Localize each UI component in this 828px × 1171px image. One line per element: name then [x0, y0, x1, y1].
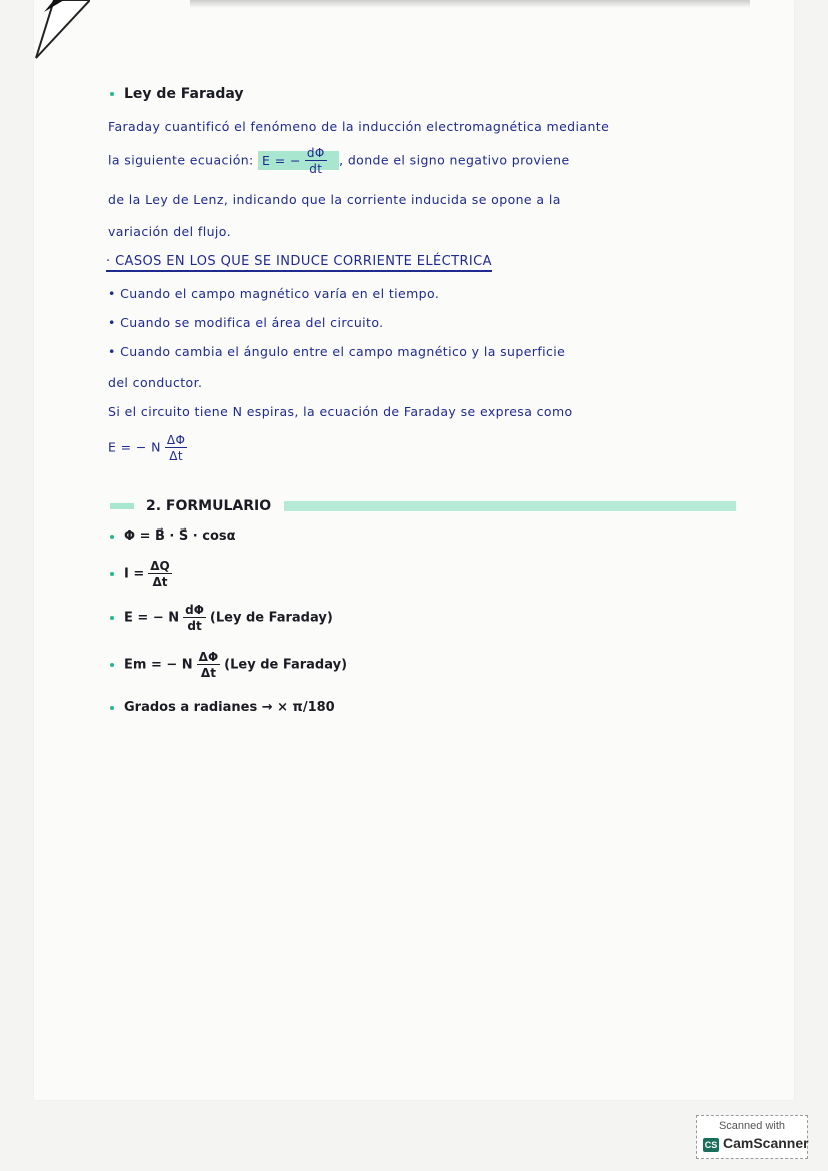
paragraph-line-3: de la Ley de Lenz, indicando que la corriente inducida se opone a la [108, 192, 561, 207]
formula-faraday-delta-note: (Ley de Faraday) [224, 657, 348, 673]
section-title-text: Ley de Faraday [124, 86, 244, 102]
casos-item-2: • Cuando se modifica el área del circuito. [108, 315, 384, 330]
formula-flux [110, 529, 236, 544]
watermark-brand: CamScanner [723, 1135, 809, 1151]
casos-item-3-line-2: del conductor. [108, 375, 203, 390]
espiras-eq-numerator: ΔΦ [166, 433, 186, 447]
casos-item-3-line-1: • Cuando cambia el ángulo entre el campo magnético y la superficie [108, 344, 566, 359]
paragraph-line-2 [108, 147, 570, 175]
formula-current-fraction [148, 560, 172, 588]
formula-faraday-d-lhs: E = − N [124, 610, 180, 626]
faraday-eq-denominator: dt [309, 162, 323, 176]
formulario-highlight-left [110, 503, 134, 509]
formula-bullet [110, 616, 114, 620]
formula-faraday-delta-denominator: Δt [200, 666, 216, 680]
paragraph-line-1: Faraday cuantificó el fenómeno de la inducción electromagnética mediante [108, 119, 610, 134]
faraday-eq-fraction [305, 147, 327, 175]
casos-title: · CASOS EN LOS QUE SE INDUCE CORRIENTE ELÉCTRICA [106, 254, 492, 272]
formula-degrees-radians-text: Grados a radianes → × π/180 [124, 700, 335, 715]
formula-faraday-d-fraction [183, 604, 206, 632]
formula-bullet [110, 663, 114, 667]
formula-faraday-d [110, 604, 333, 632]
casos-item-1: • Cuando el campo magnético varía en el tiempo. [108, 286, 440, 301]
formula-faraday-delta-numerator: ΔΦ [198, 650, 219, 664]
formula-faraday-delta [110, 651, 347, 679]
formula-faraday-delta-lhs: Em = − N [124, 657, 193, 673]
faraday-eq-numerator: dΦ [306, 146, 325, 160]
formula-faraday-delta-fraction [197, 651, 221, 679]
formula-bullet [110, 535, 114, 539]
formulario-highlight-bar [284, 501, 736, 511]
formula-faraday-d-note: (Ley de Faraday) [209, 610, 333, 626]
formula-current-denominator: Δt [152, 575, 168, 589]
espiras-equation [108, 434, 191, 462]
faraday-equation-highlight [258, 146, 339, 176]
scan-top-edge [190, 0, 750, 8]
camscanner-watermark [696, 1115, 808, 1159]
paragraph-line-2-start: la siguiente ecuación: [108, 152, 254, 168]
formula-bullet [110, 572, 114, 576]
paragraph-line-2-end: , donde el signo negativo proviene [339, 152, 570, 168]
formulario-title: 2. FORMULARIO [146, 498, 272, 514]
faraday-eq-lhs: E = − [262, 152, 301, 168]
espiras-eq-denominator: Δt [169, 449, 184, 463]
espiras-eq-fraction [165, 434, 187, 462]
formula-current-numerator: ΔQ [150, 559, 170, 573]
espiras-note: Si el circuito tiene N espiras, la ecuación de Faraday se expresa como [108, 404, 573, 419]
formula-faraday-d-denominator: dt [187, 619, 202, 633]
watermark-caption: Scanned with [718, 1120, 786, 1132]
formula-current-lhs: I = [124, 566, 145, 582]
title-bullet [110, 92, 114, 96]
formula-degrees-radians [110, 700, 335, 715]
formula-bullet [110, 706, 114, 710]
espiras-eq-lhs: E = − N [108, 439, 161, 455]
section-title-ley-faraday [110, 86, 244, 102]
formula-current [110, 560, 176, 588]
camscanner-logo-icon: CS [704, 1140, 718, 1150]
formula-faraday-d-numerator: dΦ [185, 603, 204, 617]
folded-corner-mark [34, 0, 90, 60]
formula-flux-text: Φ = B⃗ · S⃗ · cosα [124, 529, 236, 544]
paragraph-line-4: variación del flujo. [108, 224, 231, 239]
